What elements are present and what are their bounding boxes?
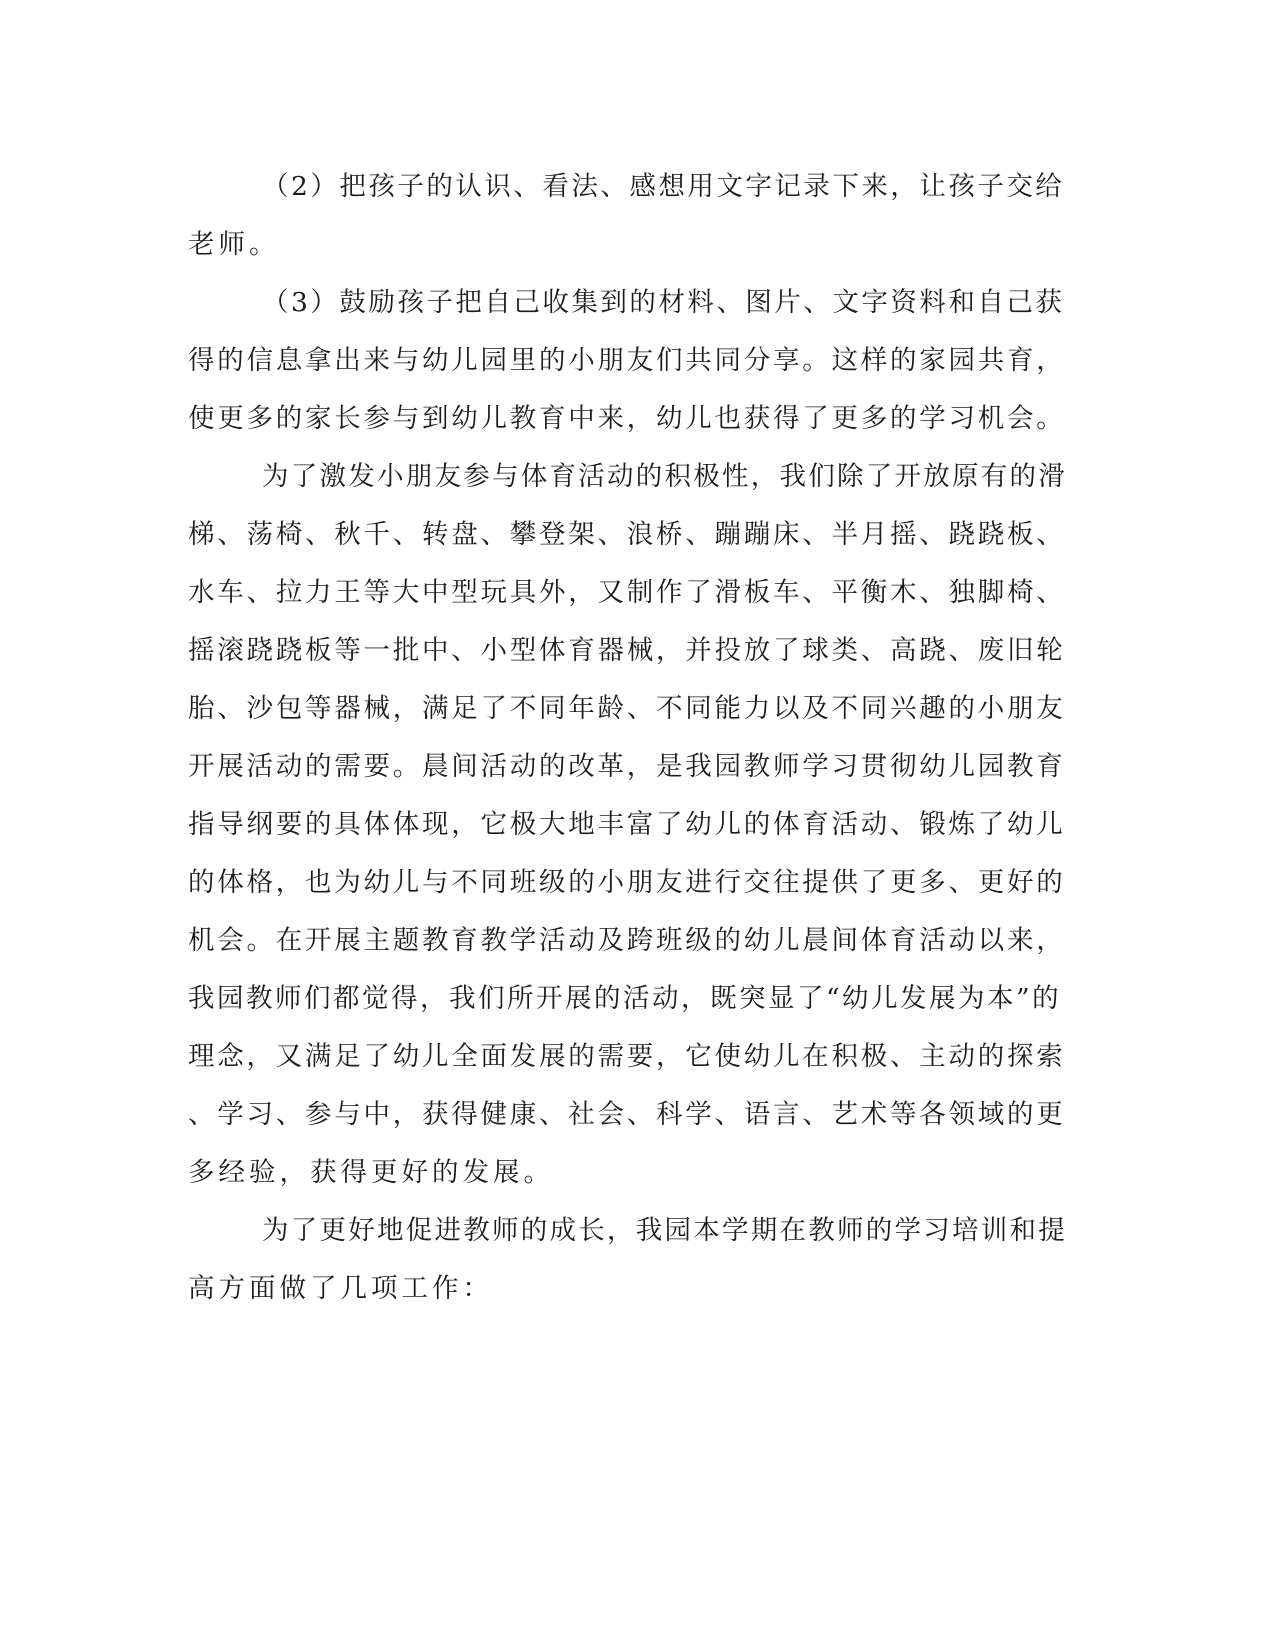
paragraph-item-3	[188, 274, 1068, 448]
text-line: 理念，又满足了幼儿全面发展的需要，它使幼儿在积极、主动的探索	[188, 1041, 1066, 1072]
document-body	[188, 158, 1068, 1318]
text-line: 摇滚跷跷板等一批中、小型体育器械，并投放了球类、高跷、废旧轮	[188, 635, 1066, 666]
text-line: 为了激发小朋友参与体育活动的积极性，我们除了开放原有的滑	[262, 461, 1067, 492]
paragraph-sports-activities	[188, 448, 1068, 1202]
text-line: 多经验，获得更好的发展。	[188, 1157, 554, 1188]
text-line: 我园教师们都觉得，我们所开展的活动，既突显了“幼儿发展为本”的	[188, 983, 1062, 1014]
text-line: 高方面做了几项工作：	[188, 1273, 493, 1304]
text-line: 得的信息拿出来与幼儿园里的小朋友们共同分享。这样的家园共育，	[188, 345, 1066, 376]
text-line: 的体格，也为幼儿与不同班级的小朋友进行交往提供了更多、更好的	[188, 867, 1066, 898]
text-line: 为了更好地促进教师的成长，我园本学期在教师的学习培训和提	[262, 1215, 1067, 1246]
text-line: 机会。在开展主题教育教学活动及跨班级的幼儿晨间体育活动以来，	[188, 925, 1066, 956]
text-line: 开展活动的需要。晨间活动的改革，是我园教师学习贯彻幼儿园教育	[188, 751, 1066, 782]
text-line: 水车、拉力王等大中型玩具外，又制作了滑板车、平衡木、独脚椅、	[188, 577, 1066, 608]
text-line: 胎、沙包等器械，满足了不同年龄、不同能力以及不同兴趣的小朋友	[188, 693, 1066, 724]
text-line: 老师。	[188, 229, 280, 260]
text-line: 、学习、参与中，获得健康、社会、科学、语言、艺术等各领域的更	[188, 1099, 1066, 1130]
text-line: （3）鼓励孩子把自己收集到的材料、图片、文字资料和自己获	[262, 287, 1065, 318]
text-line: 指导纲要的具体体现，它极大地丰富了幼儿的体育活动、锻炼了幼儿	[188, 809, 1066, 840]
text-line: 使更多的家长参与到幼儿教育中来，幼儿也获得了更多的学习机会。	[188, 403, 1066, 434]
paragraph-teacher-growth	[188, 1202, 1068, 1318]
text-line: 梯、荡椅、秋千、转盘、攀登架、浪桥、蹦蹦床、半月摇、跷跷板、	[188, 519, 1066, 550]
text-line: （2）把孩子的认识、看法、感想用文字记录下来，让孩子交给	[262, 171, 1065, 202]
paragraph-item-2	[188, 158, 1068, 274]
